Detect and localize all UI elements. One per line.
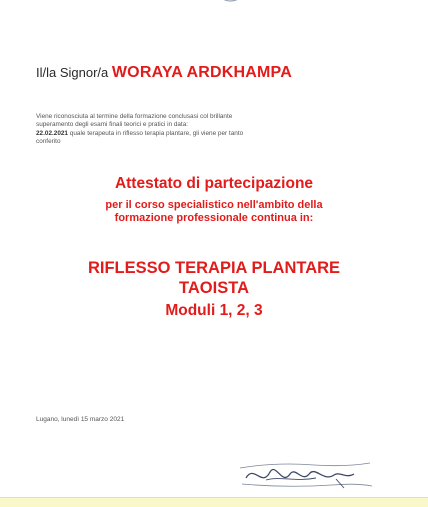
recipient-name: WORAYA ARDKHAMPA	[111, 64, 292, 81]
recognition-line-2: superamento degli esami finali teorici e pratici in data:	[36, 121, 189, 129]
recognition-line-1: Viene riconosciuta al termine della formazione conclusasi col brillante	[36, 113, 233, 120]
course-line-2: TAOISTA	[179, 279, 249, 297]
certificate-title: Attestato di partecipazione	[114, 175, 314, 192]
seal-edge-graphic	[214, 0, 256, 6]
recipient-line	[36, 64, 406, 82]
certificate-subtitle	[0, 199, 428, 225]
signature-stamp	[236, 458, 376, 492]
subtitle-line-1: per il corso specialistico nell'ambito della	[105, 199, 323, 211]
course-line-1: RIFLESSO TERAPIA PLANTARE	[87, 259, 341, 277]
recipient-prefix: Il/la Signor/a	[36, 65, 112, 80]
place-and-date: Lugano, lunedì 15 marzo 2021	[36, 416, 125, 423]
recognition-text	[36, 113, 396, 147]
recognition-line-3-rest: quale terapeuta in riflesso terapia plantare, gli viene per tanto	[68, 129, 244, 137]
exam-date: 22.02.2021	[36, 129, 68, 137]
recognition-line-4: conferito	[36, 138, 61, 146]
subtitle-line-2: formazione professionale continua in:	[114, 212, 314, 224]
course-name	[0, 258, 428, 298]
course-modules: Moduli 1, 2, 3	[165, 302, 263, 319]
recognition-line-3	[36, 130, 396, 138]
